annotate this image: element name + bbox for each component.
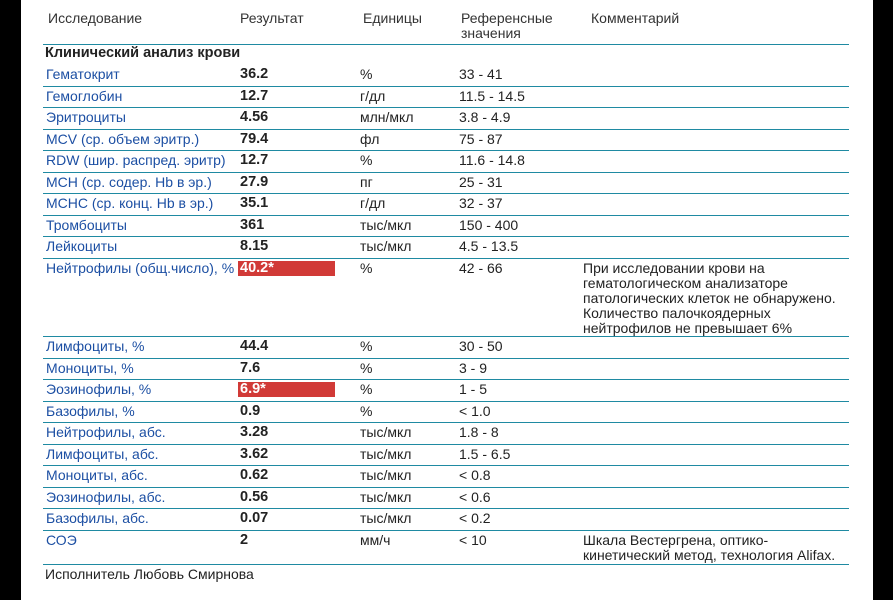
units: тыс/мкл <box>360 446 412 462</box>
header-reference: Референсные значения <box>461 10 553 41</box>
reference-range: 30 - 50 <box>459 338 503 354</box>
table-row <box>43 379 849 402</box>
test-name: Эозинофилы, % <box>46 381 152 397</box>
result-value: 36.2 <box>240 66 269 82</box>
result-value: 0.07 <box>240 510 269 526</box>
table-row <box>43 86 849 108</box>
header-units: Единицы <box>363 10 422 26</box>
table-row <box>43 401 849 423</box>
result-value: 27.9 <box>240 174 269 190</box>
table-row <box>43 336 849 359</box>
reference-range: 4.5 - 13.5 <box>459 238 519 254</box>
table-row <box>43 236 849 259</box>
result-value: 0.62 <box>240 467 269 483</box>
units: тыс/мкл <box>360 489 412 505</box>
result-value: 3.28 <box>240 424 269 440</box>
test-name: Моноциты, абс. <box>46 467 148 483</box>
table-row <box>43 508 849 531</box>
test-name: Гемоглобин <box>46 88 123 104</box>
comment: Шкала Вестергрена, оптико-кинетический метод, технология Alifax. <box>583 532 836 563</box>
table-row <box>43 444 849 466</box>
reference-range: 11.6 - 14.8 <box>459 152 525 168</box>
table-row <box>43 530 849 565</box>
result-value: 79.4 <box>240 131 269 147</box>
table-row <box>43 129 849 151</box>
units: тыс/мкл <box>360 424 412 440</box>
reference-range: 32 - 37 <box>459 195 503 211</box>
result-value: 4.56 <box>240 109 269 125</box>
table-row <box>43 193 849 216</box>
result-value: 44.4 <box>240 338 269 354</box>
reference-range: 75 - 87 <box>459 131 503 147</box>
lab-report-page <box>21 0 873 600</box>
units: тыс/мкл <box>360 510 412 526</box>
units: % <box>360 403 373 419</box>
units: % <box>360 152 373 168</box>
test-name: MCHC (ср. конц. Hb в эр.) <box>46 195 214 211</box>
reference-range: < 0.6 <box>459 489 491 505</box>
test-name: MCH (ср. содер. Hb в эр.) <box>46 174 212 190</box>
units: тыс/мкл <box>360 238 412 254</box>
test-name: Лимфоциты, % <box>46 338 145 354</box>
table-row <box>43 358 849 380</box>
units: тыс/мкл <box>360 217 412 233</box>
test-name: Нейтрофилы, абс. <box>46 424 166 440</box>
result-value: 3.62 <box>240 446 269 462</box>
test-name: Нейтрофилы (общ.число), % <box>46 260 235 276</box>
test-name: Базофилы, абс. <box>46 510 149 526</box>
reference-range: 3.8 - 4.9 <box>459 109 511 125</box>
header-test: Исследование <box>48 10 143 26</box>
result-value: 12.7 <box>240 88 269 104</box>
test-name: Лейкоциты <box>46 238 118 254</box>
test-name: RDW (шир. распред. эритр) <box>46 152 226 168</box>
test-name: Тромбоциты <box>46 217 127 233</box>
units: тыс/мкл <box>360 467 412 483</box>
result-value-flagged: 6.9* <box>238 382 335 397</box>
reference-range: 11.5 - 14.5 <box>459 88 525 104</box>
table-row <box>43 107 849 130</box>
reference-range: 1 - 5 <box>459 381 488 397</box>
table-row <box>43 215 849 237</box>
table-row <box>43 258 849 337</box>
units: пг <box>360 174 373 190</box>
table-row <box>43 64 849 87</box>
result-value: 0.9 <box>240 403 261 419</box>
units: г/дл <box>360 195 386 211</box>
result-value: 35.1 <box>240 195 269 211</box>
table-row <box>43 465 849 488</box>
reference-range: 42 - 66 <box>459 260 503 276</box>
header-result: Результат <box>240 10 304 26</box>
units: % <box>360 360 373 376</box>
test-name: Базофилы, % <box>46 403 135 419</box>
test-name: MCV (ср. объем эритр.) <box>46 131 200 147</box>
reference-range: 25 - 31 <box>459 174 503 190</box>
table-row <box>43 150 849 173</box>
result-value: 12.7 <box>240 152 269 168</box>
units: г/дл <box>360 88 386 104</box>
reference-range: < 1.0 <box>459 403 491 419</box>
result-value: 2 <box>240 532 249 548</box>
reference-range: < 0.2 <box>459 510 491 526</box>
table-row <box>43 172 849 194</box>
result-value-flagged: 40.2* <box>238 261 335 276</box>
units: % <box>360 66 373 82</box>
result-value: 361 <box>240 217 265 233</box>
test-name: Эритроциты <box>46 109 126 125</box>
reference-range: 3 - 9 <box>459 360 488 376</box>
units: млн/мкл <box>360 109 414 125</box>
units: % <box>360 381 373 397</box>
reference-range: 33 - 41 <box>459 66 503 82</box>
reference-range: 1.8 - 8 <box>459 424 499 440</box>
reference-range: 150 - 400 <box>459 217 519 233</box>
result-value: 0.56 <box>240 489 269 505</box>
test-name: Гематокрит <box>46 66 120 82</box>
test-name: СОЭ <box>46 532 77 548</box>
test-name: Моноциты, % <box>46 360 134 376</box>
reference-range: 1.5 - 6.5 <box>459 446 511 462</box>
reference-range: < 0.8 <box>459 467 491 483</box>
table-row <box>43 487 849 509</box>
reference-range: < 10 <box>459 532 487 548</box>
result-value: 7.6 <box>240 360 261 376</box>
comment: При исследовании крови на гематологическом анализаторе патологических клеток не обнаружено. Количество палочкоядерных нейтрофилов не превышает 6% <box>583 260 836 336</box>
units: мм/ч <box>360 532 391 548</box>
test-name: Лимфоциты, абс. <box>46 446 159 462</box>
section-title: Клинический анализ крови <box>45 45 241 61</box>
header-comment: Комментарий <box>591 10 680 26</box>
result-value: 8.15 <box>240 238 269 254</box>
test-name: Эозинофилы, абс. <box>46 489 166 505</box>
units: % <box>360 338 373 354</box>
units: фл <box>360 131 380 147</box>
performer-signature: Исполнитель Любовь Смирнова <box>45 566 254 582</box>
table-row <box>43 422 849 445</box>
units: % <box>360 260 373 276</box>
